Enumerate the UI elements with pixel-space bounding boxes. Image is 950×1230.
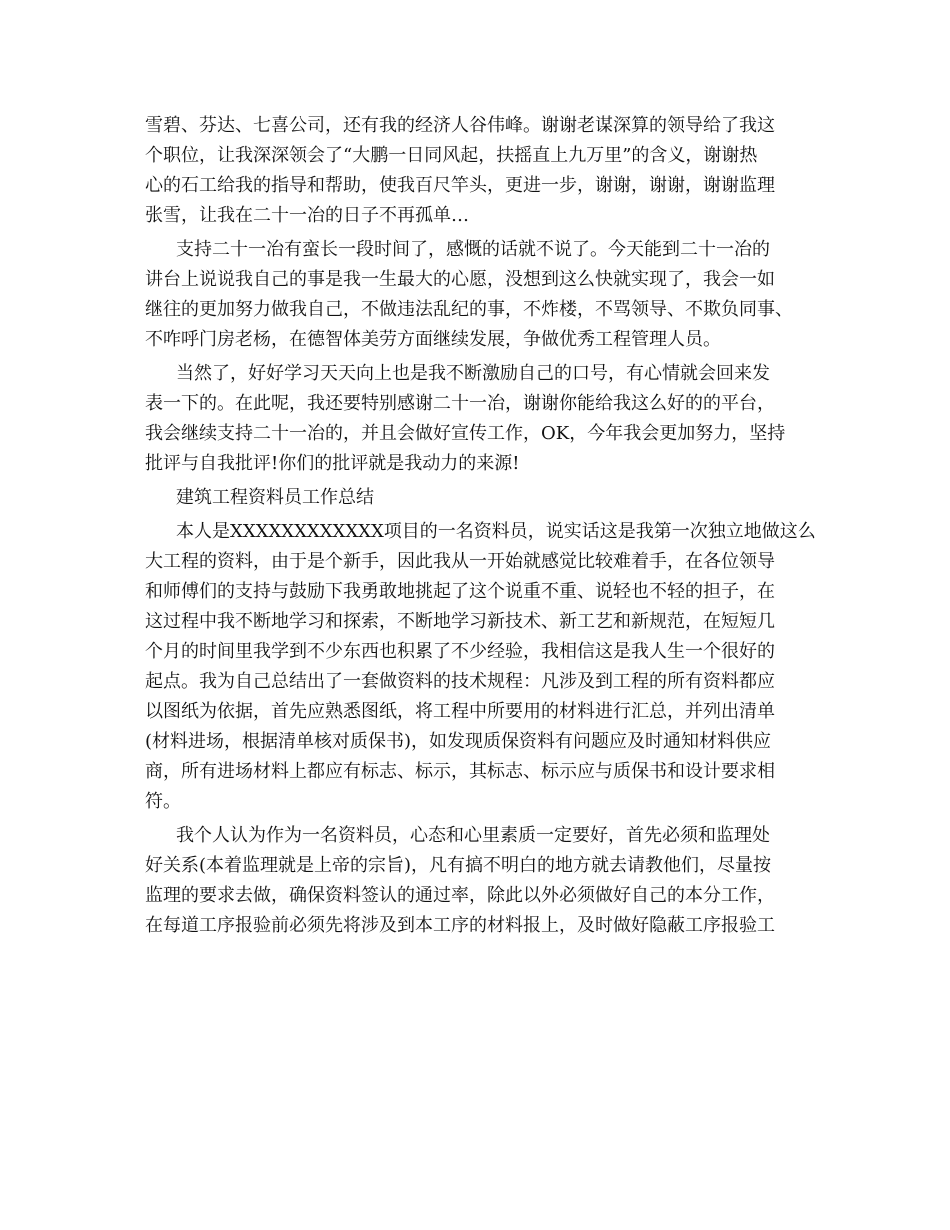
text-line: 本人是XXXXXXXXXXXX项目的一名资料员，说实话这是我第一次独立地做这么 xyxy=(176,521,816,542)
paragraph-thanks xyxy=(145,111,805,231)
text-line: 批评与自我批评!你们的批评就是我动力的来源! xyxy=(145,453,520,474)
paragraph-support xyxy=(145,235,805,355)
paragraph-motto xyxy=(145,359,805,479)
text-line: 表一下的。在此呢，我还要特别感谢二十一冶，谢谢你能给我这么好的的平台， xyxy=(145,393,775,414)
paragraph-intro xyxy=(145,517,816,817)
text-line: 讲台上说说我自己的事是我一生最大的心愿，没想到这么快就实现了，我会一如 xyxy=(145,269,775,290)
section-heading xyxy=(145,483,805,513)
text-line: 商，所有进场材料上都应有标志、标示，其标志、标示应与质保书和设计要求相 xyxy=(145,761,775,782)
document-body xyxy=(145,111,816,945)
text-line: 个月的时间里我学到不少东西也积累了不少经验，我相信这是我人生一个很好的 xyxy=(145,641,775,662)
text-line: 心的石工给我的指导和帮助，使我百尺竿头，更进一步，谢谢，谢谢，谢谢监理 xyxy=(145,175,775,196)
text-line: 支持二十一冶有蛮长一段时间了，感慨的话就不说了。今天能到二十一冶的 xyxy=(176,239,770,260)
text-line: 起点。我为自己总结出了一套做资料的技术规程：凡涉及到工程的所有资料都应 xyxy=(145,671,775,692)
text-line: 不咋呼门房老杨，在德智体美劳方面继续发展，争做优秀工程管理人员。 xyxy=(145,329,721,350)
text-line: 符。 xyxy=(145,791,181,812)
text-line: 当然了，好好学习天天向上也是我不断激励自己的口号，有心情就会回来发 xyxy=(176,363,770,384)
text-line: 大工程的资料，由于是个新手，因此我从一开始就感觉比较难着手，在各位领导 xyxy=(145,551,775,572)
text-line: 雪碧、芬达、七喜公司，还有我的经济人谷伟峰。谢谢老谋深算的领导给了我这 xyxy=(145,115,775,136)
text-line: 监理的要求去做，确保资料签认的通过率，除此以外必须做好自己的本分工作， xyxy=(145,885,775,906)
text-line: 我个人认为作为一名资料员，心态和心里素质一定要好，首先必须和监理处 xyxy=(176,825,770,846)
section-heading-text: 建筑工程资料员工作总结 xyxy=(176,487,374,508)
text-line: 继往的更加努力做我自己，不做违法乱纪的事，不炸楼，不骂领导、不欺负同事、 xyxy=(145,299,793,320)
text-line: 个职位，让我深深领会了“大鹏一日同风起，扶摇直上九万里”的含义，谢谢热 xyxy=(145,145,758,166)
text-line: 这过程中我不断地学习和探索，不断地学习新技术、新工艺和新规范，在短短几 xyxy=(145,611,775,632)
text-line: 我会继续支持二十一冶的，并且会做好宣传工作，OK，今年我会更加努力，坚持 xyxy=(145,423,786,444)
text-line: (材料进场，根据清单核对质保书)，如发现质保资料有问题应及时通知材料供应 xyxy=(145,731,772,752)
text-line: 在每道工序报验前必须先将涉及到本工序的材料报上，及时做好隐蔽工序报验工 xyxy=(145,915,775,936)
paragraph-attitude xyxy=(145,821,805,941)
text-line: 和师傅们的支持与鼓励下我勇敢地挑起了这个说重不重、说轻也不轻的担子，在 xyxy=(145,581,775,602)
text-line: 以图纸为依据，首先应熟悉图纸，将工程中所要用的材料进行汇总，并列出清单 xyxy=(145,701,775,722)
text-line: 张雪，让我在二十一冶的日子不再孤单… xyxy=(145,205,469,226)
text-line: 好关系(本着监理就是上帝的宗旨)，凡有搞不明白的地方就去请教他们，尽量按 xyxy=(145,855,772,876)
